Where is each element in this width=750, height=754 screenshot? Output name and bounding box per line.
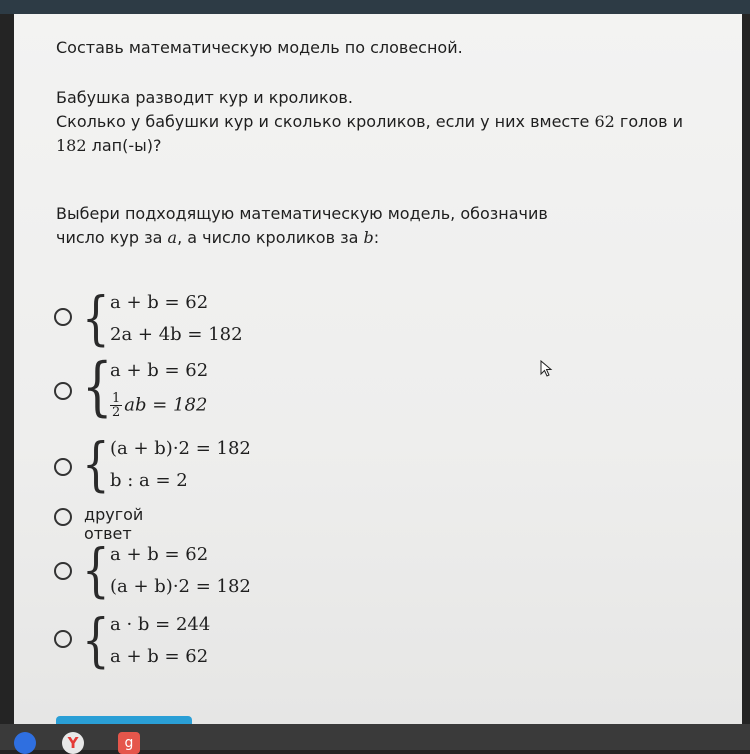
fraction-numerator: 1 [112, 391, 121, 406]
system-brace: { [82, 606, 110, 674]
taskbar [0, 724, 750, 750]
radio-button[interactable] [54, 458, 72, 476]
problem-text [56, 86, 683, 158]
app-icon[interactable] [14, 732, 36, 754]
equation-2: (a + b)·2 = 182 [110, 576, 251, 597]
instruction-text: Составь математическую модель по словесной. [56, 38, 463, 57]
equation-1: a · b = 244 [110, 614, 211, 635]
equation-1: a + b = 62 [110, 292, 209, 313]
legs-count: 182 [56, 136, 87, 155]
g-app-icon[interactable]: g [118, 732, 140, 754]
problem-line-3 [56, 134, 683, 158]
radio-button[interactable] [54, 382, 72, 400]
equation-2: 2a + 4b = 182 [110, 324, 243, 345]
prompt-line-2 [56, 226, 548, 250]
prompt-text [56, 202, 548, 250]
prompt-line-2-end: : [373, 228, 380, 247]
system-brace: { [82, 284, 110, 352]
equation-2-text: ab = 182 [124, 394, 208, 416]
yandex-browser-icon[interactable]: Y [62, 732, 84, 754]
mouse-cursor-icon [540, 360, 554, 378]
equation-1: (a + b)·2 = 182 [110, 438, 251, 459]
equation-1: a + b = 62 [110, 360, 209, 381]
system-brace: { [82, 350, 113, 424]
equation-2 [110, 392, 207, 419]
top-bar [0, 0, 750, 14]
radio-button[interactable] [54, 562, 72, 580]
variable-b: b [363, 228, 374, 247]
radio-button[interactable] [54, 630, 72, 648]
radio-button[interactable] [54, 508, 72, 526]
variable-a: a [167, 228, 178, 247]
fraction-denominator: 2 [112, 405, 121, 420]
problem-line-1: Бабушка разводит кур и кроликов. [56, 88, 353, 107]
prompt-line-2-start: число кур за [56, 228, 168, 247]
heads-count: 62 [594, 112, 615, 131]
problem-line-2-end: голов и [614, 112, 684, 131]
system-brace: { [82, 536, 110, 604]
radio-button[interactable] [54, 308, 72, 326]
equation-2: b : a = 2 [110, 470, 188, 491]
prompt-line-2-mid: , а число кроликов за [177, 228, 364, 247]
prompt-line-1: Выбери подходящую математическую модель, обозначив [56, 204, 548, 223]
equation-1: a + b = 62 [110, 544, 209, 565]
other-answer-label: другой ответ [84, 505, 144, 543]
problem-line-3-end: лап(-ы)? [86, 136, 162, 155]
equation-2: a + b = 62 [110, 646, 209, 667]
system-brace: { [82, 430, 110, 498]
problem-line-2 [56, 110, 683, 134]
problem-line-2-start: Сколько у бабушки кур и сколько кроликов, если у них вместе [56, 112, 595, 131]
fraction-half [110, 392, 122, 419]
